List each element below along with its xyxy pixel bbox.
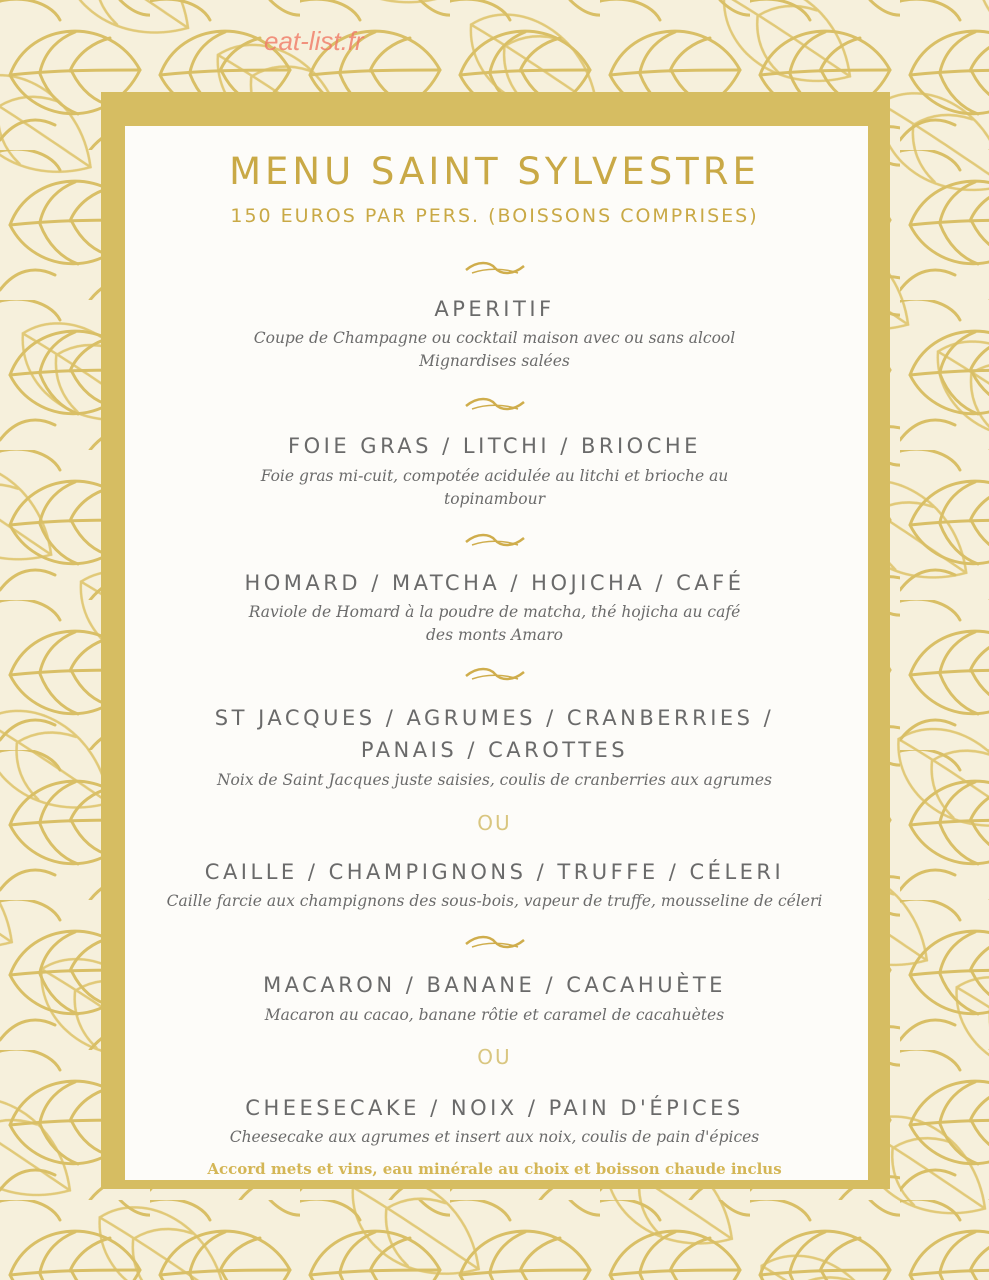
flourish-divider-icon [464,258,526,278]
course-st-jacques-desc: Noix de Saint Jacques juste saisies, coulis de cranberries aux agrumes [216,771,773,789]
flourish-divider-icon [464,394,526,414]
course-aperitif-desc-2: Mignardises salées [419,352,570,370]
course-caille-title: CAILLE / CHAMPIGNONS / TRUFFE / CÉLERI [204,860,785,884]
menu-footer-note: Accord mets et vins, eau minérale au choix et boisson chaude inclus [207,1160,782,1178]
course-cheesecake-desc: Cheesecake aux agrumes et insert aux noix, coulis de pain d'épices [229,1128,760,1146]
flourish-divider-icon [464,664,526,684]
course-aperitif-title: APERITIF [434,297,555,321]
course-st-jacques-title-2: PANAIS / CAROTTES [360,738,629,762]
watermark: eat-list.fr [264,26,364,56]
course-macaron-title: MACARON / BANANE / CACAHUÈTE [263,973,726,997]
flourish-divider-icon [464,530,526,550]
course-homard-desc-1: Raviole de Homard à la poudre de matcha, thé hojicha au café [248,603,741,621]
course-st-jacques-title-1: ST JACQUES / AGRUMES / CRANBERRIES / [214,706,775,730]
course-homard-desc-2: des monts Amaro [426,626,563,644]
course-caille-desc: Caille farcie aux champignons des sous-bois, vapeur de truffe, mousseline de céleri [166,892,823,910]
or-separator: OU [477,811,512,835]
course-foie-gras-title: FOIE GRAS / LITCHI / BRIOCHE [288,434,701,458]
course-cheesecake-title: CHEESECAKE / NOIX / PAIN D'ÉPICES [245,1096,744,1120]
or-separator: OU [477,1045,512,1069]
course-macaron-desc: Macaron au cacao, banane rôtie et caramel de cacahuètes [264,1006,725,1024]
course-aperitif-desc-1: Coupe de Champagne ou cocktail maison avec ou sans alcool [253,329,736,347]
menu-subtitle: 150 EUROS PAR PERS. (BOISSONS COMPRISES) [230,205,759,227]
flourish-divider-icon [464,932,526,952]
course-homard-title: HOMARD / MATCHA / HOJICHA / CAFÉ [244,571,745,595]
menu-title: MENU SAINT SYLVESTRE [229,150,760,193]
course-foie-gras-desc-2: topinambour [443,490,545,508]
course-foie-gras-desc-1: Foie gras mi-cuit, compotée acidulée au litchi et brioche au [260,467,729,485]
